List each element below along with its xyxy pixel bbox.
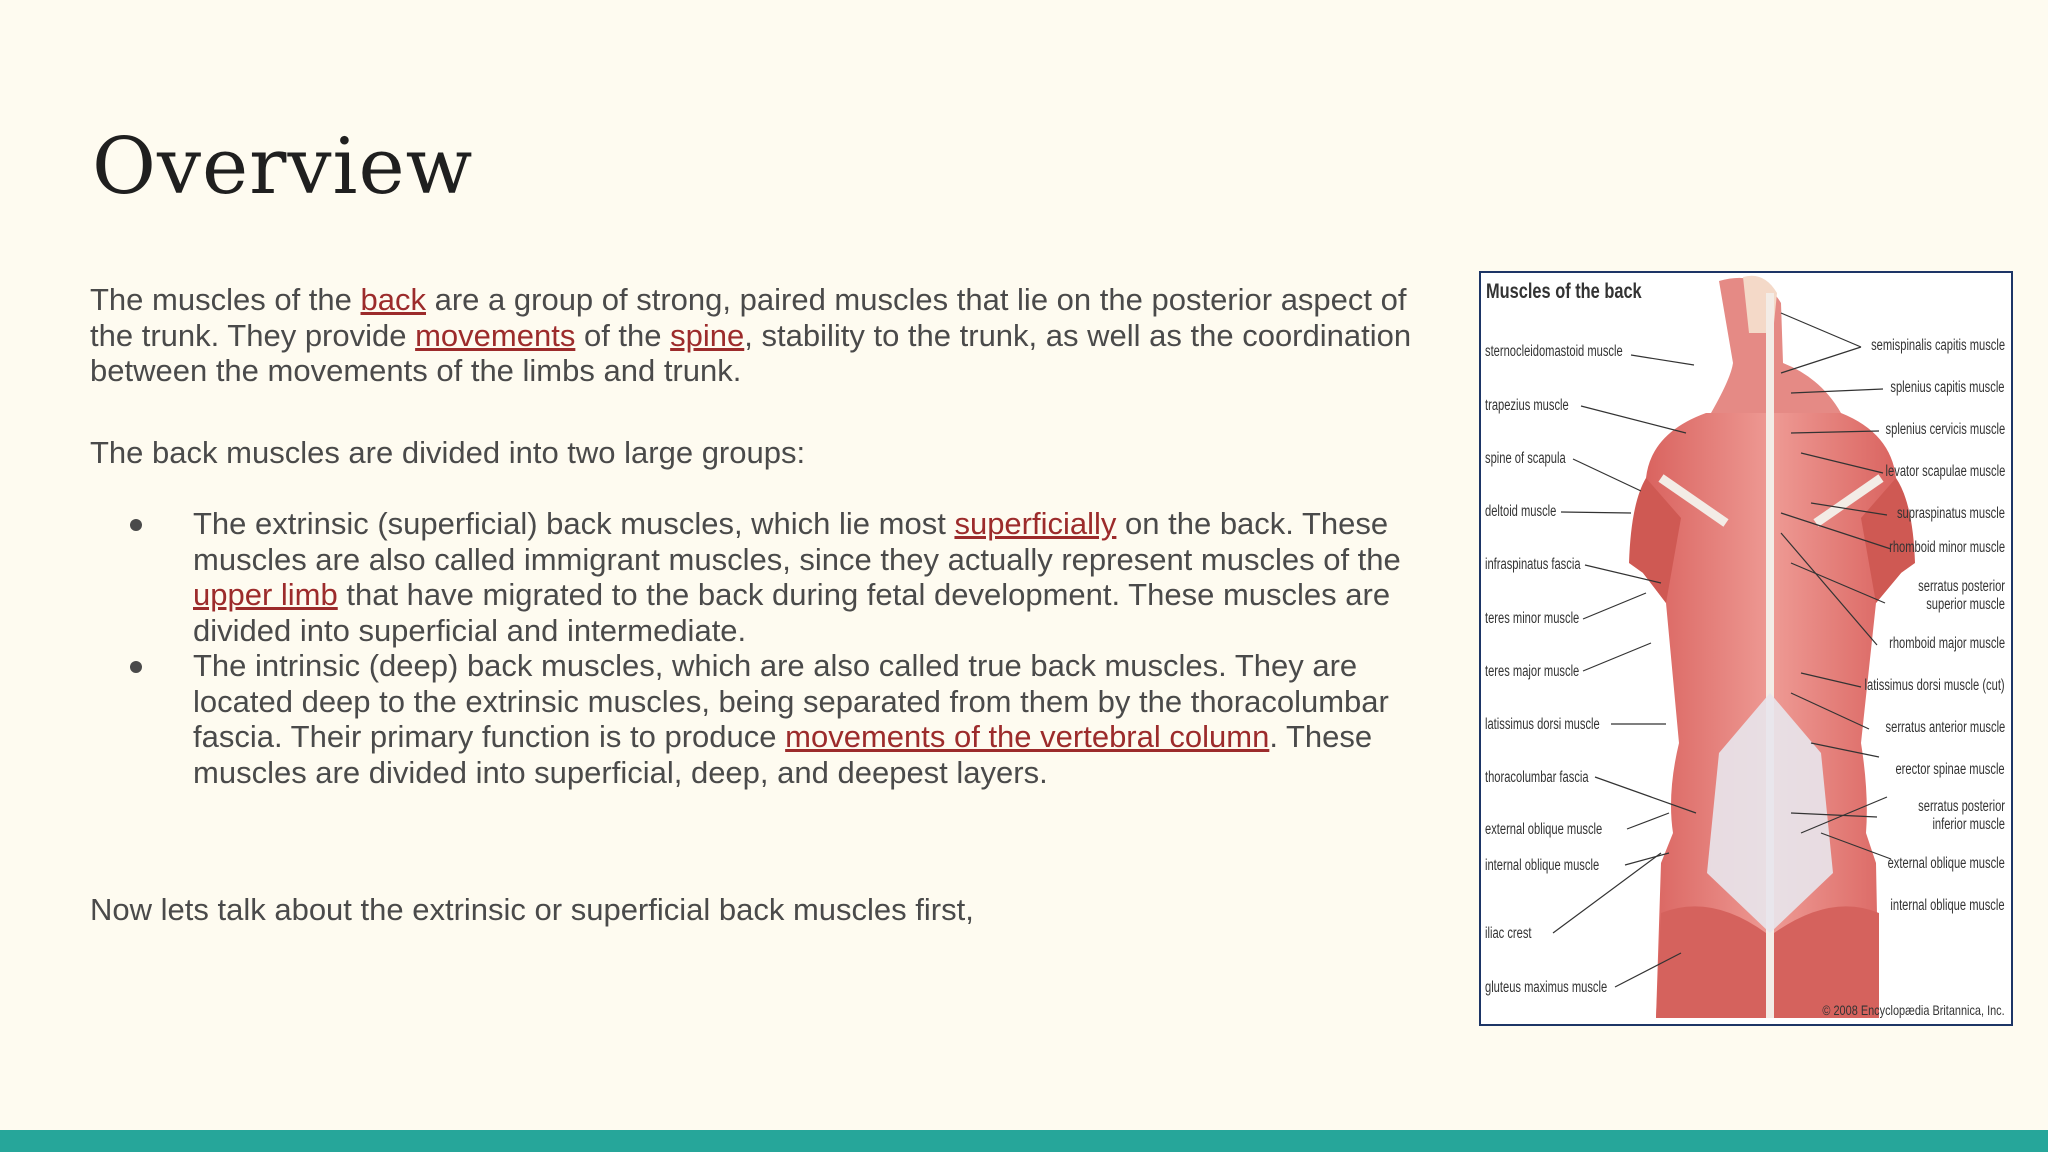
link-back[interactable]: back xyxy=(360,282,426,317)
back-muscles-figure xyxy=(1479,271,2013,1026)
link-spine[interactable]: spine xyxy=(670,317,745,353)
list-item-intrinsic xyxy=(90,648,1435,790)
link-superficially[interactable]: superficially xyxy=(954,506,1117,541)
label-iliac-crest: iliac crest xyxy=(1485,925,1532,942)
slide-title: Overview xyxy=(92,122,474,212)
label-spine-of-scapula: spine of scapula xyxy=(1485,450,1566,467)
label-erector-spinae: erector spinae muscle xyxy=(1895,761,2005,778)
label-latissimus-dorsi: latissimus dorsi muscle xyxy=(1485,716,1600,733)
slide-body xyxy=(90,282,1435,928)
intro-text-2: are a group of strong, paired muscles that lie on the posterior aspect of the trunk. They provide xyxy=(90,282,1407,353)
label-teres-major: teres major muscle xyxy=(1485,663,1580,680)
label-deltoid: deltoid muscle xyxy=(1485,503,1557,520)
bullet-dot-icon xyxy=(130,519,142,531)
link-vertebral-column[interactable]: movements of the vertebral column xyxy=(785,719,1270,754)
label-teres-minor: teres minor muscle xyxy=(1485,610,1580,627)
extrinsic-text-1: The extrinsic (superficial) back muscles, which lie most xyxy=(193,506,955,541)
label-sternocleidomastoid: sternocleidomastoid muscle xyxy=(1485,343,1623,360)
label-rhomboid-major: rhomboid major muscle xyxy=(1889,635,2005,652)
figure-title: Muscles of the back xyxy=(1486,280,1642,303)
bullet-dot-icon xyxy=(130,661,142,673)
list-item-extrinsic xyxy=(90,506,1435,648)
label-splenius-capitis: splenius capitis muscle xyxy=(1890,379,2005,396)
label-internal-oblique-left: internal oblique muscle xyxy=(1485,857,1600,874)
label-external-oblique-left: external oblique muscle xyxy=(1485,821,1603,838)
label-rhomboid-minor: rhomboid minor muscle xyxy=(1889,539,2005,556)
label-levator-scapulae: levator scapulae muscle xyxy=(1885,463,2005,480)
link-movements[interactable]: movements xyxy=(415,317,576,353)
label-serratus-posterior-superior: serratus posterior superior muscle xyxy=(1918,578,2005,613)
label-trapezius: trapezius muscle xyxy=(1485,397,1569,414)
link-upper-limb[interactable]: upper limb xyxy=(193,577,338,612)
label-infraspinatus-fascia: infraspinatus fascia xyxy=(1485,556,1581,573)
label-internal-oblique-right: internal oblique muscle xyxy=(1890,897,2005,914)
intro-text-4: , stability to the trunk, as well as the coordination between the movements of the limbs and trunk. xyxy=(90,317,1412,388)
closing-paragraph: Now lets talk about the extrinsic or superficial back muscles first, xyxy=(90,892,974,927)
label-semispinalis-capitis: semispinalis capitis muscle xyxy=(1871,337,2005,354)
muscle-groups-list xyxy=(90,506,1435,790)
intrinsic-text-1: The intrinsic (deep) back muscles, which are also called true back muscles. They are located deep to the extrinsic muscles, being separated from them by the thoracolumbar fascia. Their primary function is to produce xyxy=(193,648,1389,754)
intro-text-1: The muscles of the xyxy=(90,282,361,317)
label-supraspinatus: supraspinatus muscle xyxy=(1897,505,2005,522)
groups-paragraph: The back muscles are divided into two large groups: xyxy=(90,434,806,470)
label-latissimus-dorsi-cut: latissimus dorsi muscle (cut) xyxy=(1864,677,2005,694)
label-serratus-posterior-inferior: serratus posterior inferior muscle xyxy=(1918,798,2005,833)
label-external-oblique-right: external oblique muscle xyxy=(1887,855,2005,872)
label-gluteus-maximus: gluteus maximus muscle xyxy=(1485,979,1608,996)
intrinsic-text-2: . These muscles are divided into superficial, deep, and deepest layers. xyxy=(193,719,1373,790)
extrinsic-text-3: that have migrated to the back during fetal development. These muscles are divided into superficial and intermediate. xyxy=(193,577,1391,648)
intro-text-3: of the xyxy=(575,317,671,353)
left-gluteal-shape xyxy=(1656,906,1766,1018)
figure-copyright: © 2008 Encyclopædia Britannica, Inc. xyxy=(1822,1002,2005,1018)
label-thoracolumbar-fascia: thoracolumbar fascia xyxy=(1485,769,1589,786)
label-serratus-anterior: serratus anterior muscle xyxy=(1885,719,2005,736)
label-splenius-cervicis: splenius cervicis muscle xyxy=(1885,421,2005,438)
bottom-accent-bar xyxy=(0,1130,2048,1152)
extrinsic-text-2: on the back. These muscles are also called immigrant muscles, since they actually represent muscles of the xyxy=(193,506,1401,577)
intro-paragraph xyxy=(90,282,1435,389)
